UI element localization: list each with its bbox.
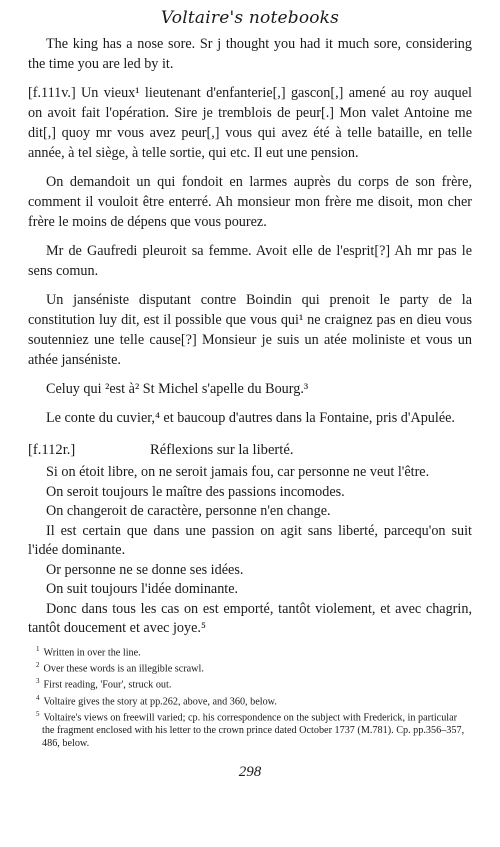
footnote (28, 659, 472, 675)
footnote-text: Voltaire gives the story at pp.262, above, and 360, below. (43, 696, 277, 708)
running-head: Voltaire's notebooks (160, 8, 340, 28)
footnote (28, 675, 472, 691)
paragraph-frere-enterre: On demandoit un qui fondoit en larmes auprès du corps de son frère, comment il vouloit être enterré. Ah monsieur mon frère me disoit, mon cher frère le moins de dépens que vous pourez. (28, 174, 472, 230)
book-page (28, 8, 472, 781)
footnote (28, 692, 472, 708)
section-title: Réflexions sur la liberté. (150, 442, 294, 458)
reflexions-block (28, 463, 472, 639)
footnote-mark: 1 (36, 644, 40, 653)
footnote-mark: 2 (36, 660, 40, 669)
footnote-text: Voltaire's views on freewill varied; cp. his correspondence on the subject with Frederick, in particular the fragment enclosed with his letter to the crown prince dated October 1737 (M.781). Cp. pp.356–357, 486, below. (42, 712, 465, 750)
reflexion-line: Or personne ne se donne ses idées. (46, 561, 244, 578)
footnote-text: Over these words is an illegible scrawl. (43, 663, 204, 675)
reflexion-line: On seroit toujours le maître des passions incomodes. (46, 483, 345, 500)
footnote (28, 708, 472, 750)
footnote-text: First reading, 'Four', struck out. (43, 679, 172, 691)
section-heading (28, 442, 472, 459)
footnotes (28, 643, 472, 751)
folio-reference: [f.112r.] (28, 442, 76, 458)
reflexion-line: Donc dans tous les cas on est emporté, tantôt violement, et avec chagrin, tantôt doucement et avec joye.⁵ (28, 600, 472, 636)
reflexion-line: Si on étoit libre, on ne seroit jamais fou, car personne ne veut l'être. (46, 464, 430, 480)
paragraph-saint-michel: Celuy qui ²est à² St Michel s'apelle du Bourg.³ (46, 381, 309, 397)
reflexion-line: Il est certain que dans une passion on agit sans liberté, parcequ'on suit l'idée dominante. (28, 522, 472, 558)
paragraph-conte-cuvier: Le conte du cuvier,⁴ et baucoup d'autres dans la Fontaine, pris d'Apulée. (46, 410, 455, 426)
paragraph-vieux-lieutenant: [f.111v.] Un vieux¹ lieutenant d'enfanterie[,] gascon[,] amené au roy auquel on avoit fait l'opération. Sire je tremblois de peur[.] Mon valet Antoine me dit[,] quoy mr vous avez peur[,] vous qui avez été à telle bataille, en telle année, à tel siège, à telle sortie, qui etc. Il eut une pension. (28, 85, 472, 161)
footnote-text: Written in over the line. (43, 646, 141, 658)
page-number: 298 (238, 764, 262, 781)
paragraph-king-nose: The king has a nose sore. Sr j thought you had it much sore, considering the time you are led by it. (28, 36, 472, 72)
footnote-mark: 5 (36, 710, 40, 719)
footnote-mark: 3 (36, 677, 40, 686)
paragraph-janseniste: Un janséniste disputant contre Boindin qui prenoit le party de la constitution luy dit, est il possible que vous qui¹ ne craignez pas en dieu vous soutenniez une telle cause[?] Monsieur je suis un atée moliniste et vous un athée janséniste. (28, 292, 472, 368)
paragraph-gaufredi: Mr de Gaufredi pleuroit sa femme. Avoit elle de l'esprit[?] Ah mr pas le sens comun. (28, 243, 472, 279)
reflexion-line: On suit toujours l'idée dominante. (46, 581, 239, 597)
footnote-mark: 4 (36, 693, 40, 702)
footnote (28, 643, 472, 659)
reflexion-line: On changeroit de caractère, personne n'en change. (46, 503, 331, 519)
